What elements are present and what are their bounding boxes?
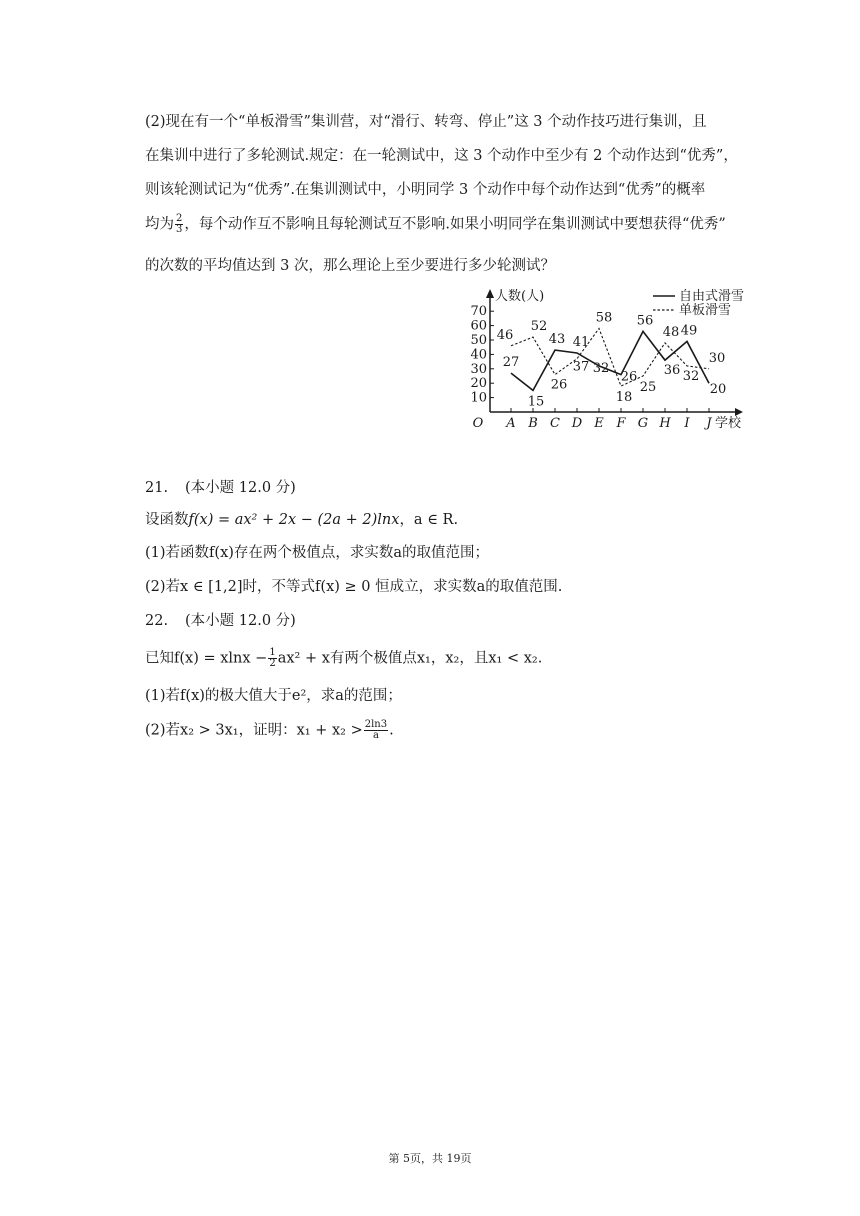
q22-part2-post: . xyxy=(389,722,394,739)
q21-stem-pre: 设函数 xyxy=(145,512,189,528)
q20-part2-line1: (2)现在有一个“单板滑雪”集训营，对“滑行、转弯、停止”这 3 个动作技巧进行集训，且 xyxy=(145,114,707,130)
q21-number: 21. xyxy=(145,480,169,496)
data-label: 18 xyxy=(615,390,633,406)
data-label: 26 xyxy=(620,369,638,385)
q22-header xyxy=(145,611,296,631)
data-label: 36 xyxy=(663,363,681,379)
q22-stem-post: ax² + x有两个极值点x₁，x₂，且x₁ < x₂. xyxy=(277,650,543,667)
x-tick-label: F xyxy=(616,416,626,431)
q20-line4-post: ，每个动作互不影响且每轮测试互不影响.如果小明同学在集训测试中要想获得“优秀” xyxy=(184,216,726,233)
x-axis-arrow-icon xyxy=(735,408,743,416)
data-label: 37 xyxy=(572,359,590,375)
data-label: 43 xyxy=(548,332,566,348)
q20-part2-line3: 则该轮测试记为“优秀”.在集训测试中，小明同学 3 个动作中每个动作达到“优秀”的概率 xyxy=(145,182,706,198)
x-tick-label: G xyxy=(637,416,649,431)
origin-label: O xyxy=(472,416,484,431)
q21-stem-post: ，a ∈ R. xyxy=(399,512,459,528)
q22-points: (本小题 12.0 分) xyxy=(185,613,296,629)
y-tick-label: 40 xyxy=(470,347,487,363)
x-tick-label: C xyxy=(550,416,560,431)
y-tick-label: 20 xyxy=(470,376,487,392)
data-label: 26 xyxy=(550,377,568,393)
q21-part2: (2)若x ∈ [1,2]时，不等式f(x) ≥ 0 恒成立，求实数a的取值范围. xyxy=(145,579,563,595)
data-label: 32 xyxy=(682,368,700,384)
data-label: 30 xyxy=(708,350,726,366)
x-tick-label: D xyxy=(571,416,583,431)
x-tick-label: A xyxy=(506,416,516,431)
fraction-denominator: 3 xyxy=(176,224,183,235)
x-tick-label: B xyxy=(528,416,538,431)
data-label: 56 xyxy=(636,313,654,329)
q21-header xyxy=(145,478,296,498)
x-tick-label: I xyxy=(684,416,690,431)
q20-part2-line2: 在集训中进行了多轮测试.规定：在一轮测试中，这 3 个动作中至少有 2 个动作达到“优秀”， xyxy=(145,148,738,164)
data-label: 20 xyxy=(709,382,727,398)
legend-label-freestyle: 自由式滑雪 xyxy=(679,289,745,304)
data-label: 32 xyxy=(592,360,610,376)
data-label: 41 xyxy=(572,334,590,350)
probability-fraction xyxy=(175,214,183,235)
data-label: 48 xyxy=(662,324,680,340)
x-tick-label: J xyxy=(706,416,712,431)
q22-part2 xyxy=(145,720,394,741)
q20-line4-pre: 均为 xyxy=(145,216,174,233)
q21-part1: (1)若函数f(x)存在两个极值点，求实数a的取值范围； xyxy=(145,545,490,561)
q22-number: 22. xyxy=(145,613,169,629)
data-label: 49 xyxy=(680,323,698,339)
y-tick-label: 30 xyxy=(470,361,487,377)
fraction-denominator: a xyxy=(372,730,379,741)
data-label: 15 xyxy=(527,394,545,410)
q21-stem xyxy=(145,510,458,530)
y-tick-label: 50 xyxy=(470,333,487,348)
q21-function: f(x) = ax² + 2x − (2a + 2)lnx xyxy=(188,512,400,528)
half-fraction xyxy=(268,648,276,669)
q20-part2-line4 xyxy=(145,214,726,235)
y-tick-label: 10 xyxy=(470,390,487,406)
ln3-fraction xyxy=(364,720,388,741)
series-line-freestyle xyxy=(511,331,709,390)
q21-points: (本小题 12.0 分) xyxy=(185,480,296,496)
y-tick-label: 70 xyxy=(470,304,487,320)
y-axis-arrow-icon xyxy=(486,289,494,298)
data-label: 27 xyxy=(502,355,520,371)
data-label: 46 xyxy=(496,327,514,343)
data-label: 25 xyxy=(639,380,657,395)
data-label: 52 xyxy=(530,319,548,335)
data-label: 58 xyxy=(595,310,613,326)
fraction-numerator: 2 xyxy=(176,213,183,224)
x-tick-label: E xyxy=(594,416,604,431)
q20-part2-line5: 的次数的平均值达到 3 次，那么理论上至少要进行多少轮测试？ xyxy=(145,258,555,274)
legend-label-snowboard: 单板滑雪 xyxy=(679,303,732,318)
q22-stem xyxy=(145,648,542,669)
q22-part1: (1)若f(x)的极大值大于e²，求a的范围； xyxy=(145,688,402,704)
page-footer: 第 5页，共 19页 xyxy=(388,1152,472,1165)
x-tick-label: H xyxy=(659,416,671,431)
y-tick-label: 60 xyxy=(470,318,487,334)
x-axis-label: 学校 xyxy=(715,416,742,431)
q22-stem-pre: 已知f(x) = xlnx − xyxy=(145,650,268,667)
y-axis-label: 人数(人) xyxy=(495,289,545,304)
ski-line-chart xyxy=(463,284,753,434)
fraction-numerator: 1 xyxy=(269,647,276,658)
fraction-denominator: 2 xyxy=(269,658,276,669)
q22-part2-pre: (2)若x₂ > 3x₁，证明：x₁ + x₂ > xyxy=(145,722,363,739)
fraction-numerator: 2ln3 xyxy=(364,719,388,730)
